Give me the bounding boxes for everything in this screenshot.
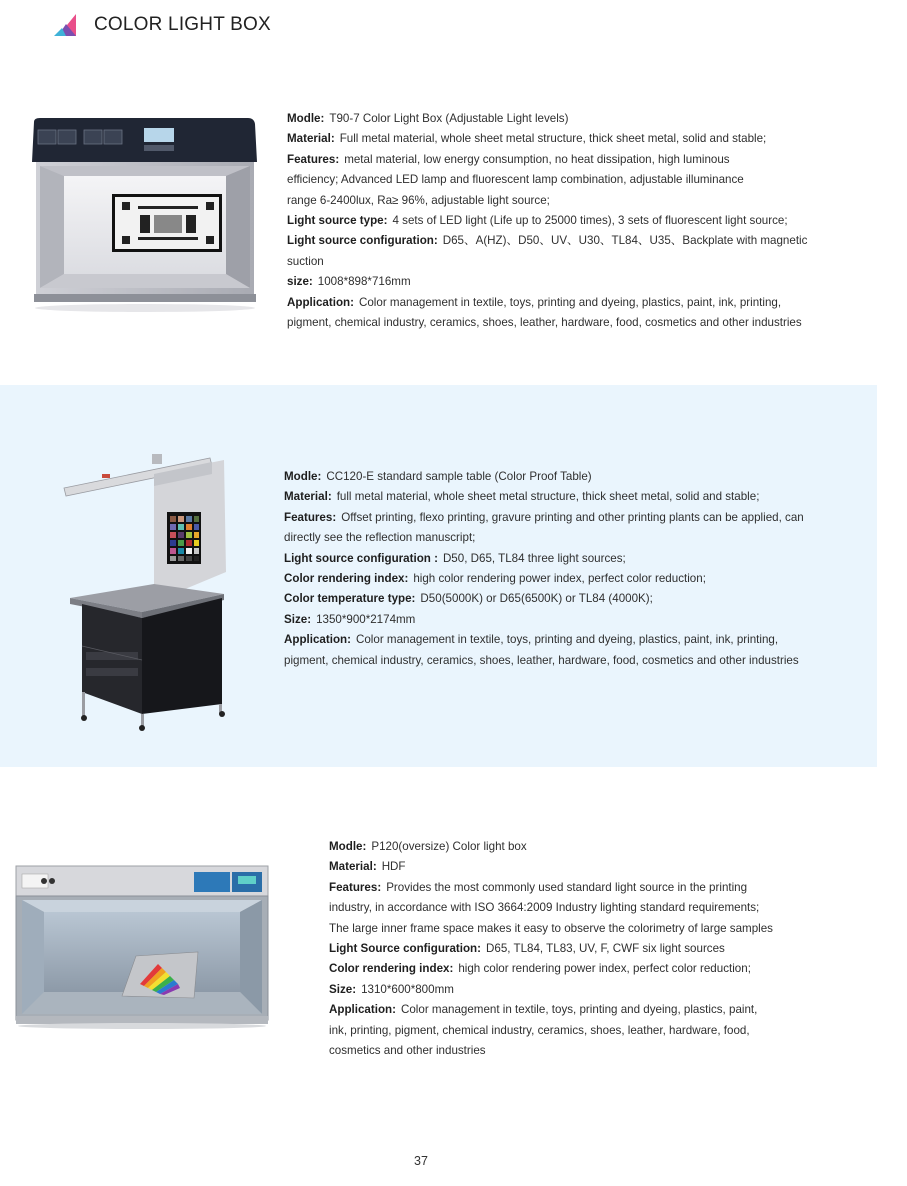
spec-size bbox=[329, 980, 849, 1000]
spec-label: Application: bbox=[329, 1003, 396, 1017]
spec-label: Light source type: bbox=[287, 214, 388, 228]
spec-value: full metal material, whole sheet metal structure, thick sheet metal, solid and stable; bbox=[336, 490, 760, 504]
spec-value: Offset printing, flexo printing, gravure printing and other printing plants can be applied, can bbox=[341, 510, 804, 524]
spec-model bbox=[284, 467, 854, 487]
spec-light-source-configuration bbox=[287, 231, 847, 272]
spec-value: The large inner frame space makes it easy to observe the colorimetry of large samples bbox=[329, 921, 773, 935]
spec-value: cosmetics and other industries bbox=[329, 1044, 486, 1058]
spec-value: ink, printing, pigment, chemical industry, ceramics, shoes, leather, hardware, food, bbox=[329, 1023, 750, 1037]
spec-label: Material: bbox=[287, 132, 335, 146]
spec-value: D65、A(HZ)、D50、UV、U30、TL84、U35、Backplate with magnetic suction bbox=[287, 234, 808, 268]
spec-application bbox=[329, 1000, 849, 1061]
product-1-specs bbox=[287, 109, 847, 333]
spec-application bbox=[284, 630, 854, 671]
spec-value: Provides the most commonly used standard light source in the printing bbox=[386, 880, 748, 894]
spec-features bbox=[287, 150, 847, 211]
spec-label: Modle: bbox=[287, 112, 325, 125]
page-number: 37 bbox=[414, 1154, 428, 1168]
spec-value: Full metal material, whole sheet metal structure, thick sheet metal, solid and stable; bbox=[339, 132, 767, 146]
spec-value: high color rendering power index, perfect color reduction; bbox=[458, 962, 751, 976]
spec-label: Size: bbox=[329, 982, 357, 996]
spec-value: efficiency; Advanced LED lamp and fluorescent lamp combination, adjustable illuminance bbox=[287, 173, 744, 187]
spec-size bbox=[287, 272, 847, 292]
spec-value: P120(oversize) Color light box bbox=[371, 840, 527, 853]
spec-value: Color management in textile, toys, printing and dyeing, plastics, paint, bbox=[400, 1003, 758, 1017]
spec-value: directly see the reflection manuscript; bbox=[284, 531, 476, 545]
spec-value: metal material, low energy consumption, no heat dissipation, high luminous bbox=[344, 152, 730, 166]
spec-value: 1310*600*800mm bbox=[361, 982, 454, 996]
spec-label: Application: bbox=[284, 633, 351, 647]
spec-value: D50, D65, TL84 three light sources; bbox=[442, 551, 626, 565]
spec-label: Material: bbox=[329, 860, 377, 874]
spec-label: Color rendering index: bbox=[284, 572, 409, 586]
spec-value: 1008*898*716mm bbox=[317, 275, 411, 289]
spec-model bbox=[287, 109, 847, 129]
spec-value: pigment, chemical industry, ceramics, shoes, leather, hardware, food, cosmetics and other industries bbox=[287, 316, 802, 330]
spec-label: Color rendering index: bbox=[329, 962, 454, 976]
spec-label: Size: bbox=[284, 612, 312, 626]
p120-light-box-image bbox=[14, 864, 272, 1030]
spec-material bbox=[329, 857, 849, 877]
page-header bbox=[54, 10, 271, 40]
spec-value: Color management in textile, toys, printing and dyeing, plastics, paint, ink, printing, bbox=[358, 295, 782, 309]
spec-label: Material: bbox=[284, 490, 332, 504]
spec-color-rendering-index bbox=[329, 959, 849, 979]
spec-label: Features: bbox=[287, 152, 340, 166]
spec-application bbox=[287, 293, 847, 334]
spec-value: pigment, chemical industry, ceramics, shoes, leather, hardware, food, cosmetics and other industries bbox=[284, 653, 799, 667]
spec-label: Modle: bbox=[329, 840, 367, 853]
spec-label: Features: bbox=[329, 880, 382, 894]
product-3-specs bbox=[329, 837, 849, 1061]
cc120-e-sample-table-image bbox=[62, 452, 244, 732]
spec-label: size: bbox=[287, 275, 313, 289]
spec-features bbox=[329, 878, 849, 939]
spec-value: D50(5000K) or D65(6500K) or TL84 (4000K); bbox=[420, 592, 653, 606]
spec-label: Light Source configuration: bbox=[329, 942, 481, 956]
spec-value: CC120-E standard sample table (Color Proof Table) bbox=[326, 470, 592, 483]
spec-light-source-configuration bbox=[284, 549, 854, 569]
spec-light-source-type bbox=[287, 211, 847, 231]
spec-features bbox=[284, 508, 854, 549]
spec-value: T90-7 Color Light Box (Adjustable Light levels) bbox=[329, 112, 569, 125]
spec-value: high color rendering power index, perfect color reduction; bbox=[413, 572, 706, 586]
spec-value: HDF bbox=[381, 860, 406, 874]
spec-value: 4 sets of LED light (Life up to 25000 times), 3 sets of fluorescent light source; bbox=[392, 214, 788, 228]
spec-value: range 6-2400lux, Ra≥ 96%, adjustable light source; bbox=[287, 193, 550, 207]
spec-size bbox=[284, 610, 854, 630]
spec-color-rendering-index bbox=[284, 569, 854, 589]
spec-label: Features: bbox=[284, 510, 337, 524]
spec-material bbox=[287, 129, 847, 149]
spec-label: Light source configuration: bbox=[287, 234, 438, 248]
spec-label: Light source configuration : bbox=[284, 551, 438, 565]
spec-value: Color management in textile, toys, printing and dyeing, plastics, paint, ink, printing, bbox=[355, 633, 779, 647]
spec-value: industry, in accordance with ISO 3664:2009 Industry lighting standard requirements; bbox=[329, 901, 760, 915]
spec-value: D65, TL84, TL83, UV, F, CWF six light sources bbox=[486, 942, 725, 956]
product-2-specs bbox=[284, 467, 854, 671]
spec-label: Color temperature type: bbox=[284, 592, 416, 606]
spec-light-source-configuration bbox=[329, 939, 849, 959]
t90-7-light-box-image bbox=[30, 116, 260, 316]
brand-logo-icon bbox=[54, 14, 76, 36]
spec-color-temperature-type bbox=[284, 589, 854, 609]
spec-material bbox=[284, 487, 854, 507]
page-title: COLOR LIGHT BOX bbox=[94, 14, 271, 35]
spec-value: 1350*900*2174mm bbox=[316, 612, 416, 626]
spec-label: Application: bbox=[287, 295, 354, 309]
spec-model bbox=[329, 837, 849, 857]
spec-label: Modle: bbox=[284, 470, 322, 483]
